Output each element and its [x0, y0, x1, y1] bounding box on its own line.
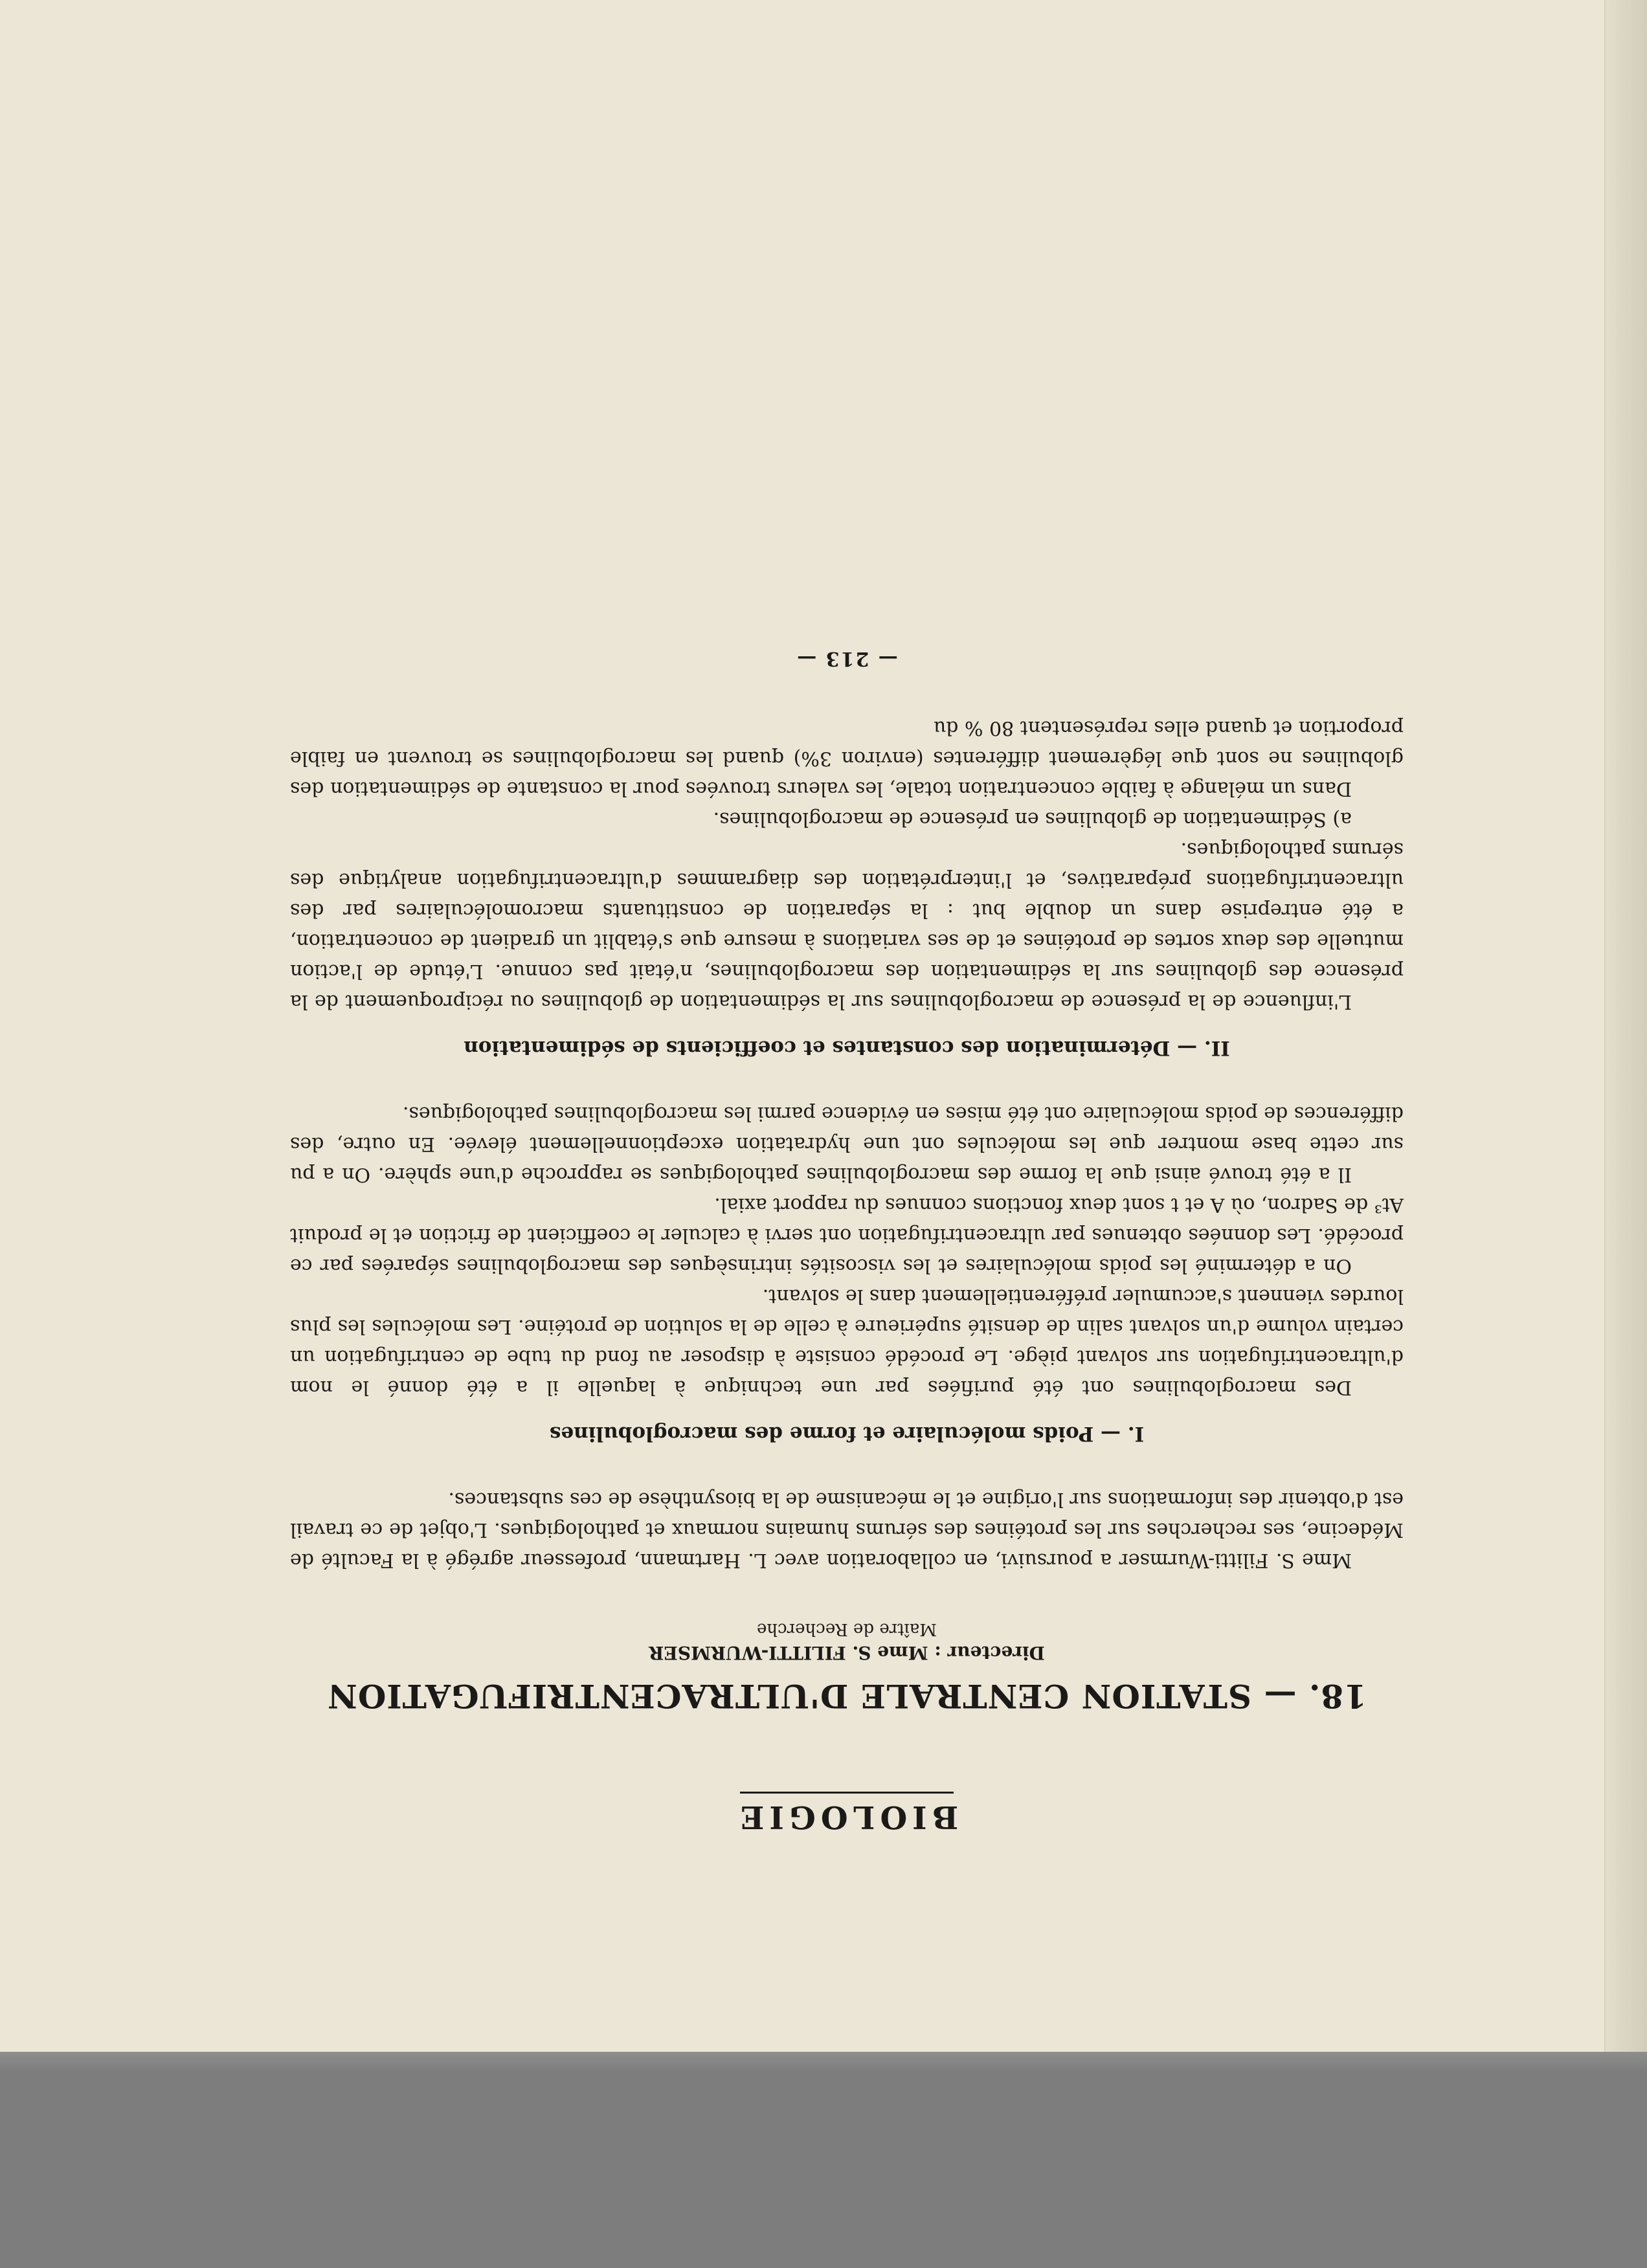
scanner-background	[0, 2052, 1647, 2071]
section-1-paragraph-3: Il a été trouvé ainsi que la forme des macroglobulines pathologiques se rapproche d'une sphère. On a pu sur cette base montrer que les molécules ont une hydratation exceptionnellement élevée. En outre, des différences de poids moléculaire ont été mises en évidence parmi les macroglobulines pathologiques.	[290, 1102, 1404, 1186]
section-2-paragraph-1: L'influence de la présence de macroglobulines sur la sédimentation de globulines ou réciproquement de la présence des globulines sur la sédimentation des macroglobulines, n'était pas connue. L'étude de l'action mutuelle des deux sortes de protéines et de ses variations à mesure que s'établit un gradient de concentration, a été entreprise dans un double but : la séparation de constituants macromoléculaires par des ultracentrifugations préparatives, et l'interprétation des diagrammes d'ultracentrifugation analytique des sérums pathologiques.	[290, 838, 1404, 1013]
page-content	[290, 643, 1404, 1835]
director-role: Maître de Recherche	[756, 1619, 937, 1639]
intro-paragraph: Mme S. Filitti-Wurmser a poursuivi, en collaboration avec L. Hartmann, professeur agrégé à la Faculté de Médecine, ses recherches sur les protéines des sérums humains normaux et pathologiques. L'objet de ce travail est d'obtenir des informations sur l'origine et le mécanisme de la biosynthèse de ces substances.	[290, 1488, 1404, 1572]
director-line: Directeur : Mme S. FILITTI-WURMSER	[649, 1642, 1045, 1663]
section-1-paragraph-2: On a déterminé les poids moléculaires et les viscosités intrinsèques des macroglobulines séparées par ce procédé. Les données obtenues par ultracentrifugation ont servi à calculer le coefficient de friction et le produit At³ de Sadron, où A et t sont deux fonctions connues du rapport axial.	[290, 1194, 1404, 1277]
section-label-rule	[740, 1792, 954, 1794]
section-2-heading: II. — Détermination des constantes et coefficients de sédimentation	[464, 1036, 1230, 1060]
section-label: BIOLOGIE	[735, 1799, 959, 1835]
paper-edge	[1604, 0, 1647, 2052]
page-number: — 213 —	[796, 647, 898, 670]
header-block	[290, 1618, 1404, 1835]
section-1-paragraph-1: Des macroglobulines ont été purifiées par une technique à laquelle il a été donné le nom d'ultracentrifugation sur solvant piège. Le procédé consiste à disposer au fond du tube de centrifugation un certain volume d'un solvant salin de densité supérieure à celle de la solution de protéine. Les molécules les plus lourdes viennent s'accumuler préférentiellement dans le solvant.	[290, 1285, 1404, 1399]
printed-page-upside-down	[290, 223, 1404, 1835]
section-2-paragraph-2: Dans un mélange à faible concentration totale, les valeurs trouvées pour la constante de sédimentation des globulines ne sont que légèrement différentes (environ 3%) quand les macroglobulines se trouvent en faible proportion et quand elles représentent 80 % du	[290, 717, 1404, 800]
section-1-heading: I. — Poids moléculaire et forme des macroglobulines	[549, 1422, 1145, 1445]
page-title: 18. — STATION CENTRALE D'ULTRACENTRIFUGATION	[327, 1677, 1367, 1715]
section-2-subheading: a) Sédimentation de globulines en présence de macroglobulines.	[713, 808, 1352, 830]
